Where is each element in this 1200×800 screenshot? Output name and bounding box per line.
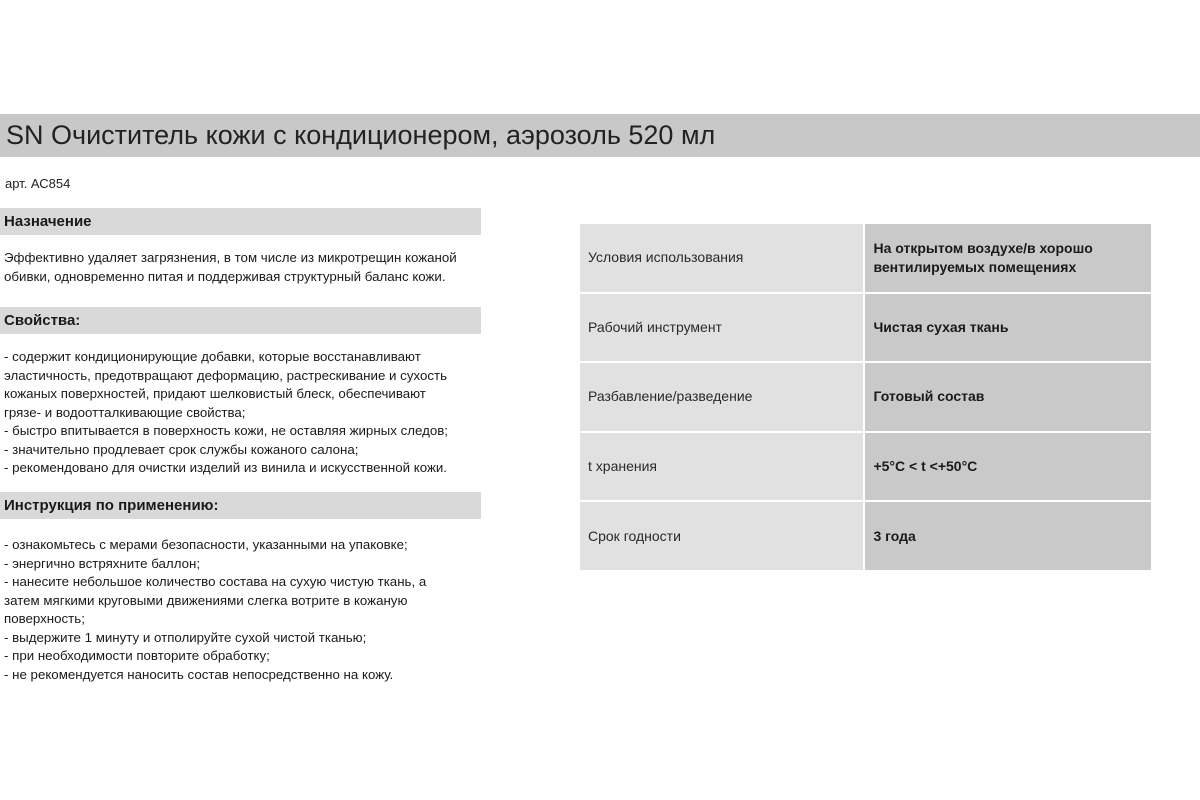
instructions-line: - нанесите небольшое количество состава на сухую чистую ткань, а xyxy=(4,574,427,589)
article-number: арт. АС854 xyxy=(5,176,71,191)
instructions-line: поверхность; xyxy=(4,611,85,626)
section-body-purpose xyxy=(4,249,480,286)
spec-value: На открытом воздухе/в хорошо вентилируемых помещениях xyxy=(864,224,1151,293)
spec-label: Срок годности xyxy=(580,501,864,570)
spec-row xyxy=(580,293,1151,363)
spec-value: Готовый состав xyxy=(864,362,1151,432)
purpose-line: обивки, одновременно питая и поддерживая структурный баланс кожи. xyxy=(4,268,446,284)
section-body-properties xyxy=(4,348,480,478)
properties-line: - быстро впитывается в поверхность кожи, не оставляя жирных следов; xyxy=(4,423,448,438)
properties-line: грязе- и водоотталкивающие свойства; xyxy=(4,404,246,420)
spec-value: 3 года xyxy=(864,501,1151,570)
spec-value: +5°С < t <+50°С xyxy=(864,432,1151,502)
instructions-line: - энергично встряхните баллон; xyxy=(4,555,201,571)
instructions-line: - при необходимости повторите обработку; xyxy=(4,648,270,663)
section-heading-purpose: Назначение xyxy=(0,208,481,235)
spec-value: Чистая сухая ткань xyxy=(864,293,1151,363)
spec-row xyxy=(580,362,1151,432)
properties-line: - содержит кондиционирующие добавки, которые восстанавливают xyxy=(4,349,421,364)
spec-row xyxy=(580,224,1151,293)
instructions-line: - выдержите 1 минуту и отполируйте сухой чистой тканью; xyxy=(4,629,367,645)
properties-line: - рекомендовано для очистки изделий из винила и искусственной кожи. xyxy=(4,460,447,475)
properties-line: кожаных поверхностей, придают шелковистый блеск, обеспечивают xyxy=(4,386,426,401)
spec-label: Условия использования xyxy=(580,224,864,293)
product-title: SN Очиститель кожи с кондиционером, аэрозоль 520 мл xyxy=(0,114,1200,157)
properties-line: эластичность, предотвращают деформацию, растрескивание и сухость xyxy=(4,367,448,383)
spec-row xyxy=(580,501,1151,570)
section-body-instructions xyxy=(4,536,480,684)
spec-label: Разбавление/разведение xyxy=(580,362,864,432)
properties-line: - значительно продлевает срок службы кожаного салона; xyxy=(4,441,359,457)
spec-label: Рабочий инструмент xyxy=(580,293,864,363)
spec-label: t хранения xyxy=(580,432,864,502)
section-heading-properties: Свойства: xyxy=(0,307,481,334)
instructions-line: - ознакомьтесь с мерами безопасности, указанными на упаковке; xyxy=(4,537,408,552)
spec-row xyxy=(580,432,1151,502)
instructions-line: - не рекомендуется наносить состав непосредственно на кожу. xyxy=(4,666,394,682)
section-heading-instructions: Инструкция по применению: xyxy=(0,492,481,519)
purpose-line: Эффективно удаляет загрязнения, в том числе из микротрещин кожаной xyxy=(4,250,457,265)
instructions-line: затем мягкими круговыми движениями слегка вотрите в кожаную xyxy=(4,592,408,608)
spec-table xyxy=(580,224,1151,570)
